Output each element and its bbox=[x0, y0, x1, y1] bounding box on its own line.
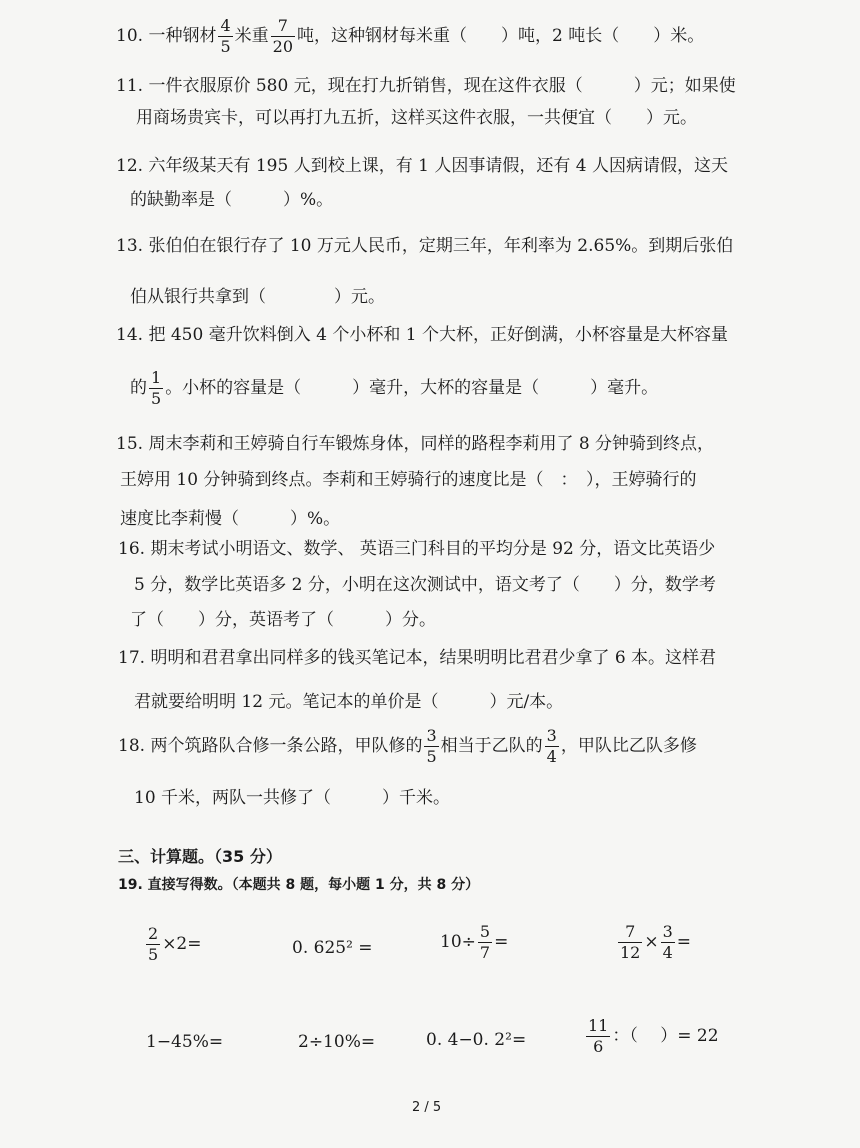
question-15-line-3: 速度比李莉慢（ ）%。 bbox=[120, 509, 341, 529]
q10-frac1-den: 5 bbox=[220, 37, 231, 56]
fraction-11-6 bbox=[586, 1018, 610, 1055]
question-16-line-1: 16. 期末考试小明语文、数学、 英语三门科目的平均分是 92 分，语文比英语少 bbox=[118, 539, 716, 559]
question-11-line-2: 用商场贵宾卡，可以再打九五折，这样买这件衣服，一共便宜（ ）元。 bbox=[136, 108, 697, 128]
question-16-line-3: 了（ ）分，英语考了（ ）分。 bbox=[130, 610, 436, 630]
question-10 bbox=[116, 18, 704, 55]
fraction-3-4-calc bbox=[661, 924, 675, 961]
question-17-line-1: 17. 明明和君君拿出同样多的钱买笔记本，结果明明比君君少拿了 6 本。这样君 bbox=[118, 648, 717, 668]
fraction-3-5 bbox=[424, 728, 438, 765]
calc-item-5: 1−45%= bbox=[146, 1032, 224, 1052]
c3-num: 5 bbox=[479, 922, 491, 941]
c4-num-a: 7 bbox=[618, 924, 642, 943]
c3-den: 7 bbox=[479, 943, 491, 962]
c4-den-b: 4 bbox=[662, 943, 673, 962]
c1-num: 2 bbox=[148, 924, 159, 943]
fraction-2-5 bbox=[146, 926, 160, 963]
page-number: 2 / 5 bbox=[412, 1100, 442, 1115]
c4-times: × bbox=[644, 932, 659, 952]
q10-frac2-num: 7 bbox=[271, 18, 295, 37]
question-14-line-1: 14. 把 450 毫升饮料倒入 4 个小杯和 1 个大杯，正好倒满，小杯容量是大杯容量 bbox=[116, 325, 728, 345]
question-15-line-2: 王婷用 10 分钟骑到终点。李莉和王婷骑行的速度比是（ ： ），王婷骑行的 bbox=[120, 470, 697, 490]
fraction-7-20 bbox=[271, 18, 295, 55]
calc-item-4 bbox=[616, 924, 691, 961]
calc-item-6: 2÷10%= bbox=[298, 1032, 376, 1052]
fraction-4-5 bbox=[218, 18, 232, 55]
c4-num-b: 3 bbox=[662, 922, 673, 941]
q10-frac1-num: 4 bbox=[220, 16, 231, 35]
q10-text-c: 吨，这种钢材每米重（ ）吨，2 吨长（ ）米。 bbox=[297, 26, 705, 46]
q18-frac2-num: 3 bbox=[546, 726, 557, 745]
c1-den: 5 bbox=[148, 945, 159, 964]
c8-rest: ：（ ）= 22 bbox=[612, 1026, 719, 1046]
fraction-1-5 bbox=[149, 370, 163, 407]
calc-item-2: 0. 625² = bbox=[292, 938, 373, 958]
q18-text-a: 18. 两个筑路队合修一条公路，甲队修的 bbox=[118, 736, 423, 756]
question-18-line-2: 10 千米，两队一共修了（ ）千米。 bbox=[134, 788, 451, 808]
c3-text-a: 10÷ bbox=[440, 932, 476, 952]
q10-frac2-den: 20 bbox=[272, 37, 293, 56]
q10-text-b: 米重 bbox=[234, 26, 269, 46]
calc-item-3 bbox=[440, 924, 508, 961]
question-17-line-2: 君就要给明明 12 元。笔记本的单价是（ ）元/本。 bbox=[134, 692, 564, 712]
question-11-line-1: 11. 一件衣服原价 580 元，现在打九折销售，现在这件衣服（ ）元；如果使 bbox=[116, 76, 736, 96]
question-12-line-2: 的缺勤率是（ ）%。 bbox=[130, 190, 334, 210]
q18-frac1-num: 3 bbox=[426, 726, 437, 745]
q14-frac-den: 5 bbox=[151, 389, 162, 408]
question-16-line-2: 5 分，数学比英语多 2 分，小明在这次测试中，语文考了（ ）分，数学考 bbox=[134, 575, 716, 595]
question-14-line-2 bbox=[130, 370, 658, 407]
question-15-line-1: 15. 周末李莉和王婷骑自行车锻炼身体，同样的路程李莉用了 8 分钟骑到终点， bbox=[116, 434, 715, 454]
question-12-line-1: 12. 六年级某天有 195 人到校上课，有 1 人因事请假，还有 4 人因病请假，这天 bbox=[116, 156, 728, 176]
fraction-3-4 bbox=[545, 728, 559, 765]
question-18-line-1 bbox=[118, 728, 697, 765]
question-13-line-2: 伯从银行共拿到（ ）元。 bbox=[130, 287, 385, 307]
section-heading-calculation: 三、计算题。（35 分） bbox=[118, 847, 282, 866]
question-19-heading: 19. 直接写得数。（本题共 8 题，每小题 1 分，共 8 分） bbox=[118, 877, 480, 893]
calc-item-7: 0. 4−0. 2²= bbox=[426, 1030, 527, 1050]
question-13-line-1: 13. 张伯伯在银行存了 10 万元人民币，定期三年，年利率为 2.65%。到期后张伯 bbox=[116, 236, 734, 256]
q14-text-a: 的 bbox=[130, 378, 147, 398]
calc-item-8 bbox=[584, 1018, 719, 1055]
c8-num: 11 bbox=[588, 1016, 609, 1035]
q18-text-c: ，甲队比乙队多修 bbox=[560, 736, 697, 756]
fraction-7-12 bbox=[618, 924, 642, 961]
c4-den-a: 12 bbox=[620, 943, 641, 962]
c1-rest: ×2= bbox=[162, 934, 202, 954]
c8-den: 6 bbox=[593, 1037, 604, 1056]
q14-text-b: 。小杯的容量是（ ）毫升，大杯的容量是（ ）毫升。 bbox=[165, 378, 659, 398]
q18-frac1-den: 5 bbox=[426, 747, 437, 766]
q14-frac-num: 1 bbox=[151, 368, 162, 387]
q10-text-a: 10. 一种钢材 bbox=[116, 26, 217, 46]
c4-rest: = bbox=[676, 932, 692, 952]
calc-item-1 bbox=[144, 926, 202, 963]
fraction-5-7 bbox=[478, 924, 492, 961]
q18-frac2-den: 4 bbox=[546, 747, 557, 766]
q18-text-b: 相当于乙队的 bbox=[440, 736, 543, 756]
c3-text-b: = bbox=[494, 932, 509, 952]
